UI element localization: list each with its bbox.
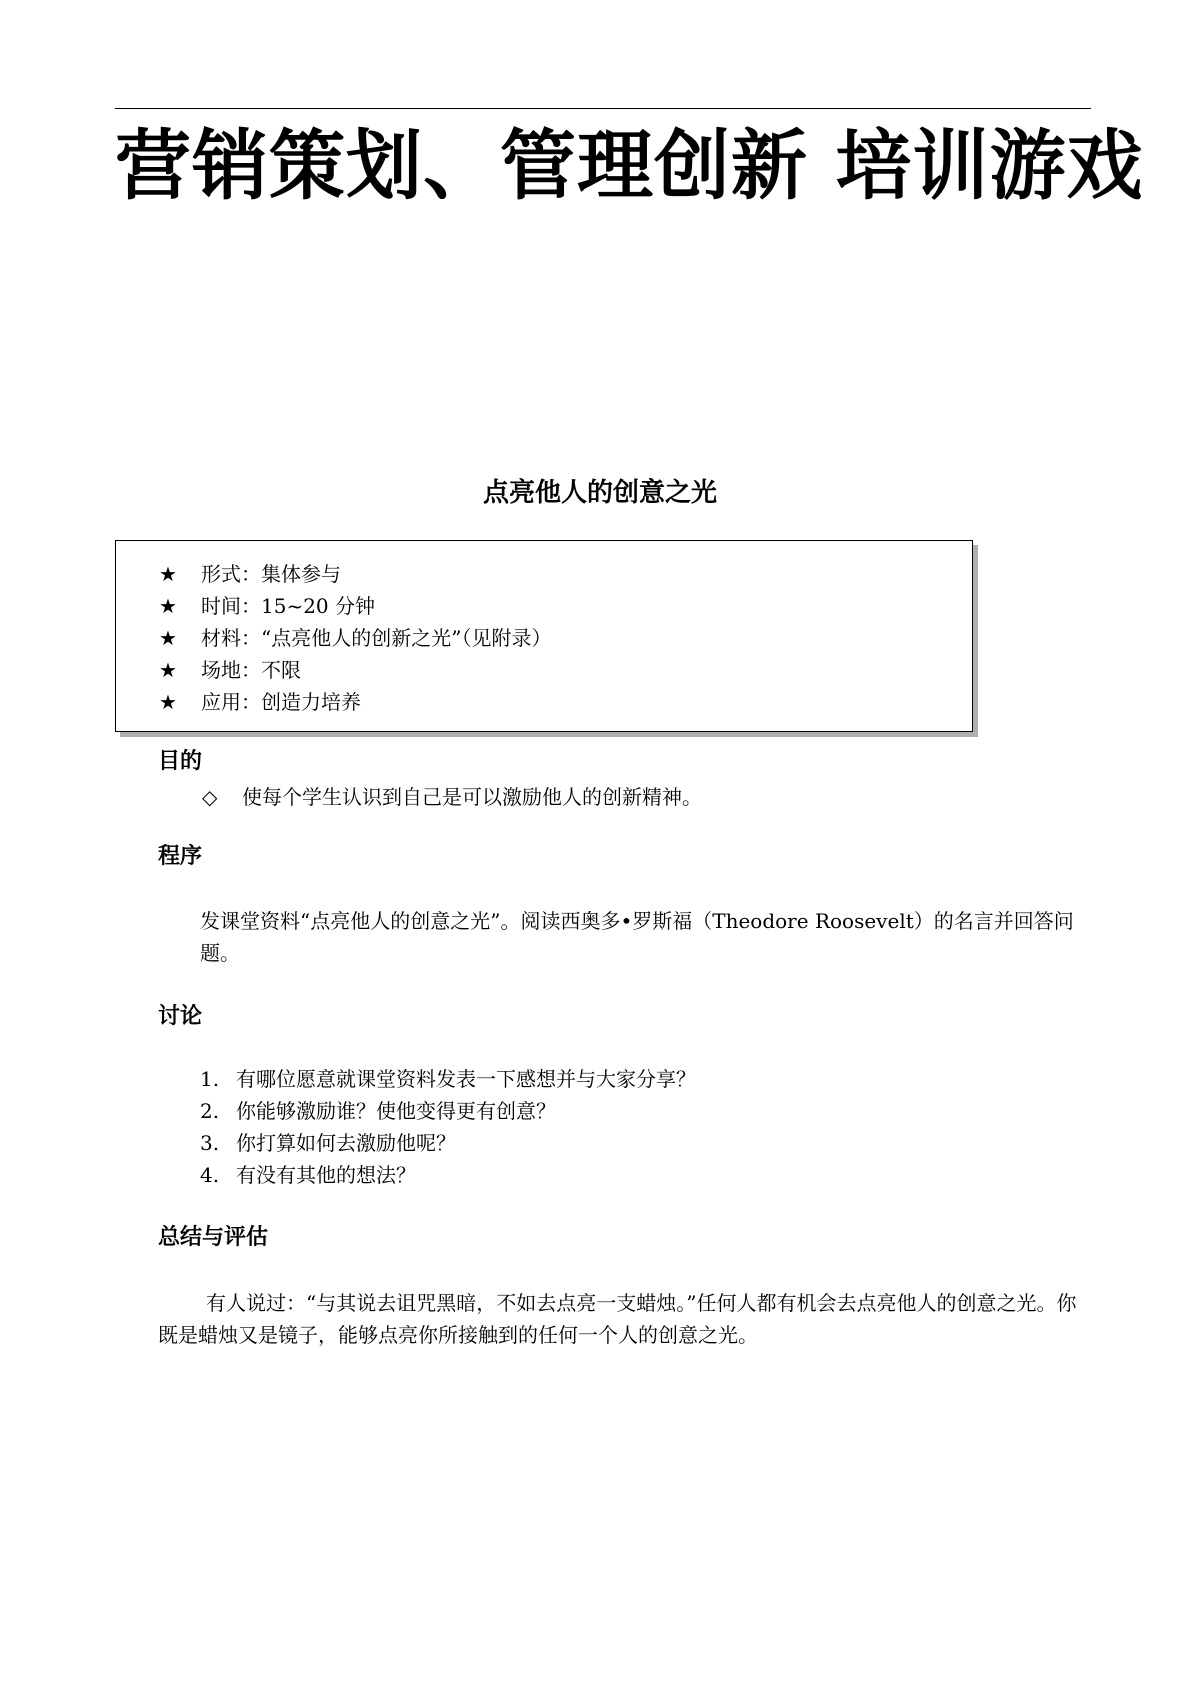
list-text: 你能够激励谁？使他变得更有创意？ bbox=[236, 1099, 556, 1123]
discussion-list bbox=[200, 1063, 696, 1191]
list-item bbox=[200, 1095, 696, 1127]
info-text: 时间：15~20 分钟 bbox=[201, 594, 376, 618]
info-text: 应用：创造力培养 bbox=[201, 690, 361, 714]
info-item-venue bbox=[159, 654, 551, 686]
list-text: 你打算如何去激励他呢？ bbox=[236, 1131, 456, 1155]
purpose-heading: 目的 bbox=[158, 749, 203, 774]
purpose-item bbox=[202, 782, 702, 812]
list-number: 2. bbox=[200, 1099, 220, 1123]
list-text: 有哪位愿意就课堂资料发表一下感想并与大家分享？ bbox=[236, 1067, 696, 1091]
list-item bbox=[200, 1063, 696, 1095]
list-number: 1. bbox=[200, 1067, 220, 1091]
list-item bbox=[200, 1159, 696, 1191]
summary-heading: 总结与评估 bbox=[158, 1225, 269, 1250]
procedure-text: 发课堂资料“点亮他人的创意之光”。阅读西奥多•罗斯福（Theodore Roosevelt）的名言并回答问题。 bbox=[200, 909, 1074, 965]
document-title: 营销策划、管理创新 培训游戏 bbox=[115, 121, 1144, 210]
procedure-heading: 程序 bbox=[158, 844, 203, 869]
info-text: 材料：“点亮他人的创新之光”（见附录） bbox=[201, 626, 552, 650]
info-text: 场地：不限 bbox=[201, 658, 301, 682]
list-number: 3. bbox=[200, 1131, 220, 1155]
star-icon: ★ bbox=[159, 594, 177, 618]
star-icon: ★ bbox=[159, 626, 177, 650]
info-box bbox=[115, 540, 973, 732]
info-item-materials bbox=[159, 622, 551, 654]
star-icon: ★ bbox=[159, 562, 177, 586]
info-item-format bbox=[159, 558, 551, 590]
info-list bbox=[159, 558, 551, 718]
list-number: 4. bbox=[200, 1163, 220, 1187]
diamond-icon: ◇ bbox=[202, 785, 218, 809]
game-title: 点亮他人的创意之光 bbox=[482, 478, 717, 508]
list-item bbox=[200, 1127, 696, 1159]
info-item-time bbox=[159, 590, 551, 622]
purpose-text: 使每个学生认识到自己是可以激励他人的创新精神。 bbox=[242, 785, 702, 809]
info-text: 形式：集体参与 bbox=[201, 562, 341, 586]
list-text: 有没有其他的想法？ bbox=[236, 1163, 416, 1187]
top-rule bbox=[115, 108, 1091, 109]
discussion-heading: 讨论 bbox=[158, 1004, 203, 1029]
summary-text: 有人说过：“与其说去诅咒黑暗，不如去点亮一支蜡烛。”任何人都有机会去点亮他人的创意之光。你既是蜡烛又是镜子，能够点亮你所接触到的任何一个人的创意之光。 bbox=[158, 1291, 1077, 1347]
info-item-application bbox=[159, 686, 551, 718]
star-icon: ★ bbox=[159, 658, 177, 682]
star-icon: ★ bbox=[159, 690, 177, 714]
